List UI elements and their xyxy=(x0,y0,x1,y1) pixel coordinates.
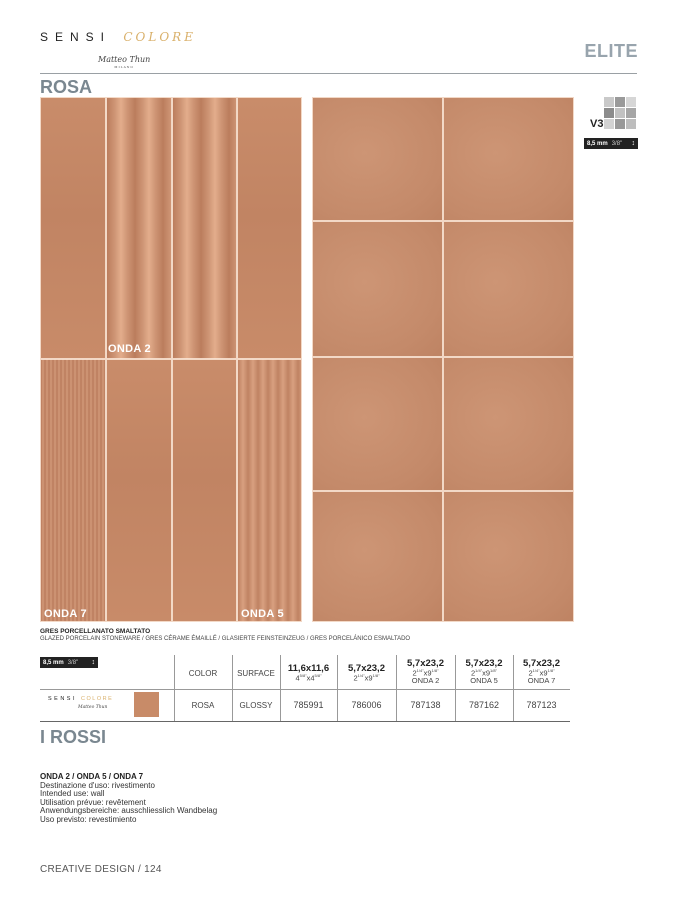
usage-line: Anwendungsbereiche: ausschliesslich Wandbelag xyxy=(40,806,218,815)
size-inches: $2^{1/4"}x9^{1/8"}$ xyxy=(528,668,555,678)
tile-square xyxy=(312,221,443,357)
onda-tiles-photo xyxy=(40,97,302,622)
size-dimension: 11,6x11,6 xyxy=(287,663,330,674)
thickness-arrow-icon: ↕ xyxy=(631,140,635,147)
table-thickness-badge xyxy=(40,657,98,668)
color-swatch xyxy=(134,692,159,717)
thickness-mm: 8,5 mm xyxy=(43,659,64,666)
usage-info xyxy=(40,773,217,824)
thickness-inch: 3/8" xyxy=(611,140,623,147)
tile-plain xyxy=(237,97,302,359)
size-header xyxy=(455,658,513,685)
tile-square xyxy=(312,491,443,622)
brand-name-part2: COLORE xyxy=(81,696,114,702)
size-header xyxy=(337,663,396,682)
tile-onda2 xyxy=(106,97,172,359)
size-inches: $2^{1/4"}x9^{1/8"}$ xyxy=(412,668,439,678)
tile-square xyxy=(312,357,443,491)
usage-line: Intended use: wall xyxy=(40,789,105,798)
row-surface: GLOSSY xyxy=(239,701,273,710)
brand-name-part1: SENSI xyxy=(48,696,78,702)
tile-square xyxy=(443,97,574,221)
row-designer: Matteo Thun xyxy=(78,705,108,710)
thickness-mm: 8,5 mm xyxy=(587,140,608,147)
row-code: 785991 xyxy=(293,700,324,710)
table-bottom-divider xyxy=(40,721,570,722)
table-divider xyxy=(232,655,233,721)
tile-plain xyxy=(106,359,172,622)
tile-onda2 xyxy=(172,97,237,359)
tile-plain xyxy=(40,97,106,359)
usage-line: Destinazione d'uso: rivestimento xyxy=(40,780,155,790)
size-inches: $2^{1/4"}x9^{1/8"}$ xyxy=(353,673,380,683)
size-dimension: 5,7x23,2 xyxy=(348,663,385,674)
table-divider xyxy=(174,655,175,721)
designer-city: MILANO xyxy=(114,65,134,69)
shade-variation-icon xyxy=(604,97,636,129)
onda7-label: ONDA 7 xyxy=(44,608,87,620)
size-model: ONDA 5 xyxy=(470,676,498,686)
shade-variation-label: V3 xyxy=(590,118,604,130)
tile-square xyxy=(312,97,443,221)
thickness-badge xyxy=(584,138,638,149)
brand-name-part2: COLORE xyxy=(123,30,196,44)
designer-signature xyxy=(98,55,150,69)
tile-square xyxy=(443,357,574,491)
row-code: 786006 xyxy=(351,700,382,710)
tile-square xyxy=(443,221,574,357)
tile-square xyxy=(443,491,574,622)
color-title: ROSA xyxy=(40,77,93,97)
usage-line: Utilisation prévue: revêtement xyxy=(40,797,146,807)
row-color: ROSA xyxy=(191,701,215,710)
row-code: 787138 xyxy=(410,700,441,710)
material-title: GRES PORCELLANATO SMALTATO xyxy=(40,628,151,635)
brand-logo xyxy=(40,30,196,44)
usage-heading: ONDA 2 / ONDA 5 / ONDA 7 xyxy=(40,772,144,781)
collection-title: ELITE xyxy=(584,41,638,61)
table-row-divider xyxy=(40,689,570,690)
size-header xyxy=(280,663,337,682)
onda2-label: ONDA 2 xyxy=(108,343,151,355)
column-header-surface: SURFACE xyxy=(237,669,275,678)
size-header xyxy=(396,658,455,685)
designer-name: Matteo Thun xyxy=(98,55,151,64)
brand-name-part1: SENSI xyxy=(40,30,112,44)
thickness-inch: 3/8" xyxy=(67,659,79,666)
size-model: ONDA 7 xyxy=(527,676,556,686)
size-model: ONDA 2 xyxy=(411,676,440,686)
size-dimension: 5,7x23,2 xyxy=(523,658,560,669)
row-code: 787123 xyxy=(526,700,557,710)
onda5-label: ONDA 5 xyxy=(241,608,284,620)
tile-plain xyxy=(172,359,237,622)
material-translations: GLAZED PORCELAIN STONEWARE / GRES CÉRAME ÉMAILLÉ / GLASIERTE FEINSTEINZEUG / GRES PORCELÁNICO ESMALTADO xyxy=(40,636,411,642)
header-divider xyxy=(40,73,637,74)
column-header-color: COLOR xyxy=(188,669,218,678)
series-title: I ROSSI xyxy=(40,727,107,747)
size-inches: $2^{1/4"}x9^{1/8"}$ xyxy=(470,668,498,678)
thickness-arrow-icon: ↕ xyxy=(91,659,95,666)
tile-onda5 xyxy=(237,359,302,622)
page-footer: CREATIVE DESIGN / 124 xyxy=(40,864,162,875)
size-inches: $4^{5/8"}x4^{5/8"}$ xyxy=(295,673,322,683)
size-header xyxy=(513,658,570,685)
size-dimension: 5,7x23,2 xyxy=(407,658,444,669)
row-brand-logo xyxy=(48,696,113,702)
size-dimension: 5,7x23,2 xyxy=(465,658,503,669)
row-code: 787162 xyxy=(468,700,500,710)
tile-onda7 xyxy=(40,359,106,622)
usage-line: Uso previsto: revestimiento xyxy=(40,814,137,824)
square-tiles-photo xyxy=(312,97,574,622)
